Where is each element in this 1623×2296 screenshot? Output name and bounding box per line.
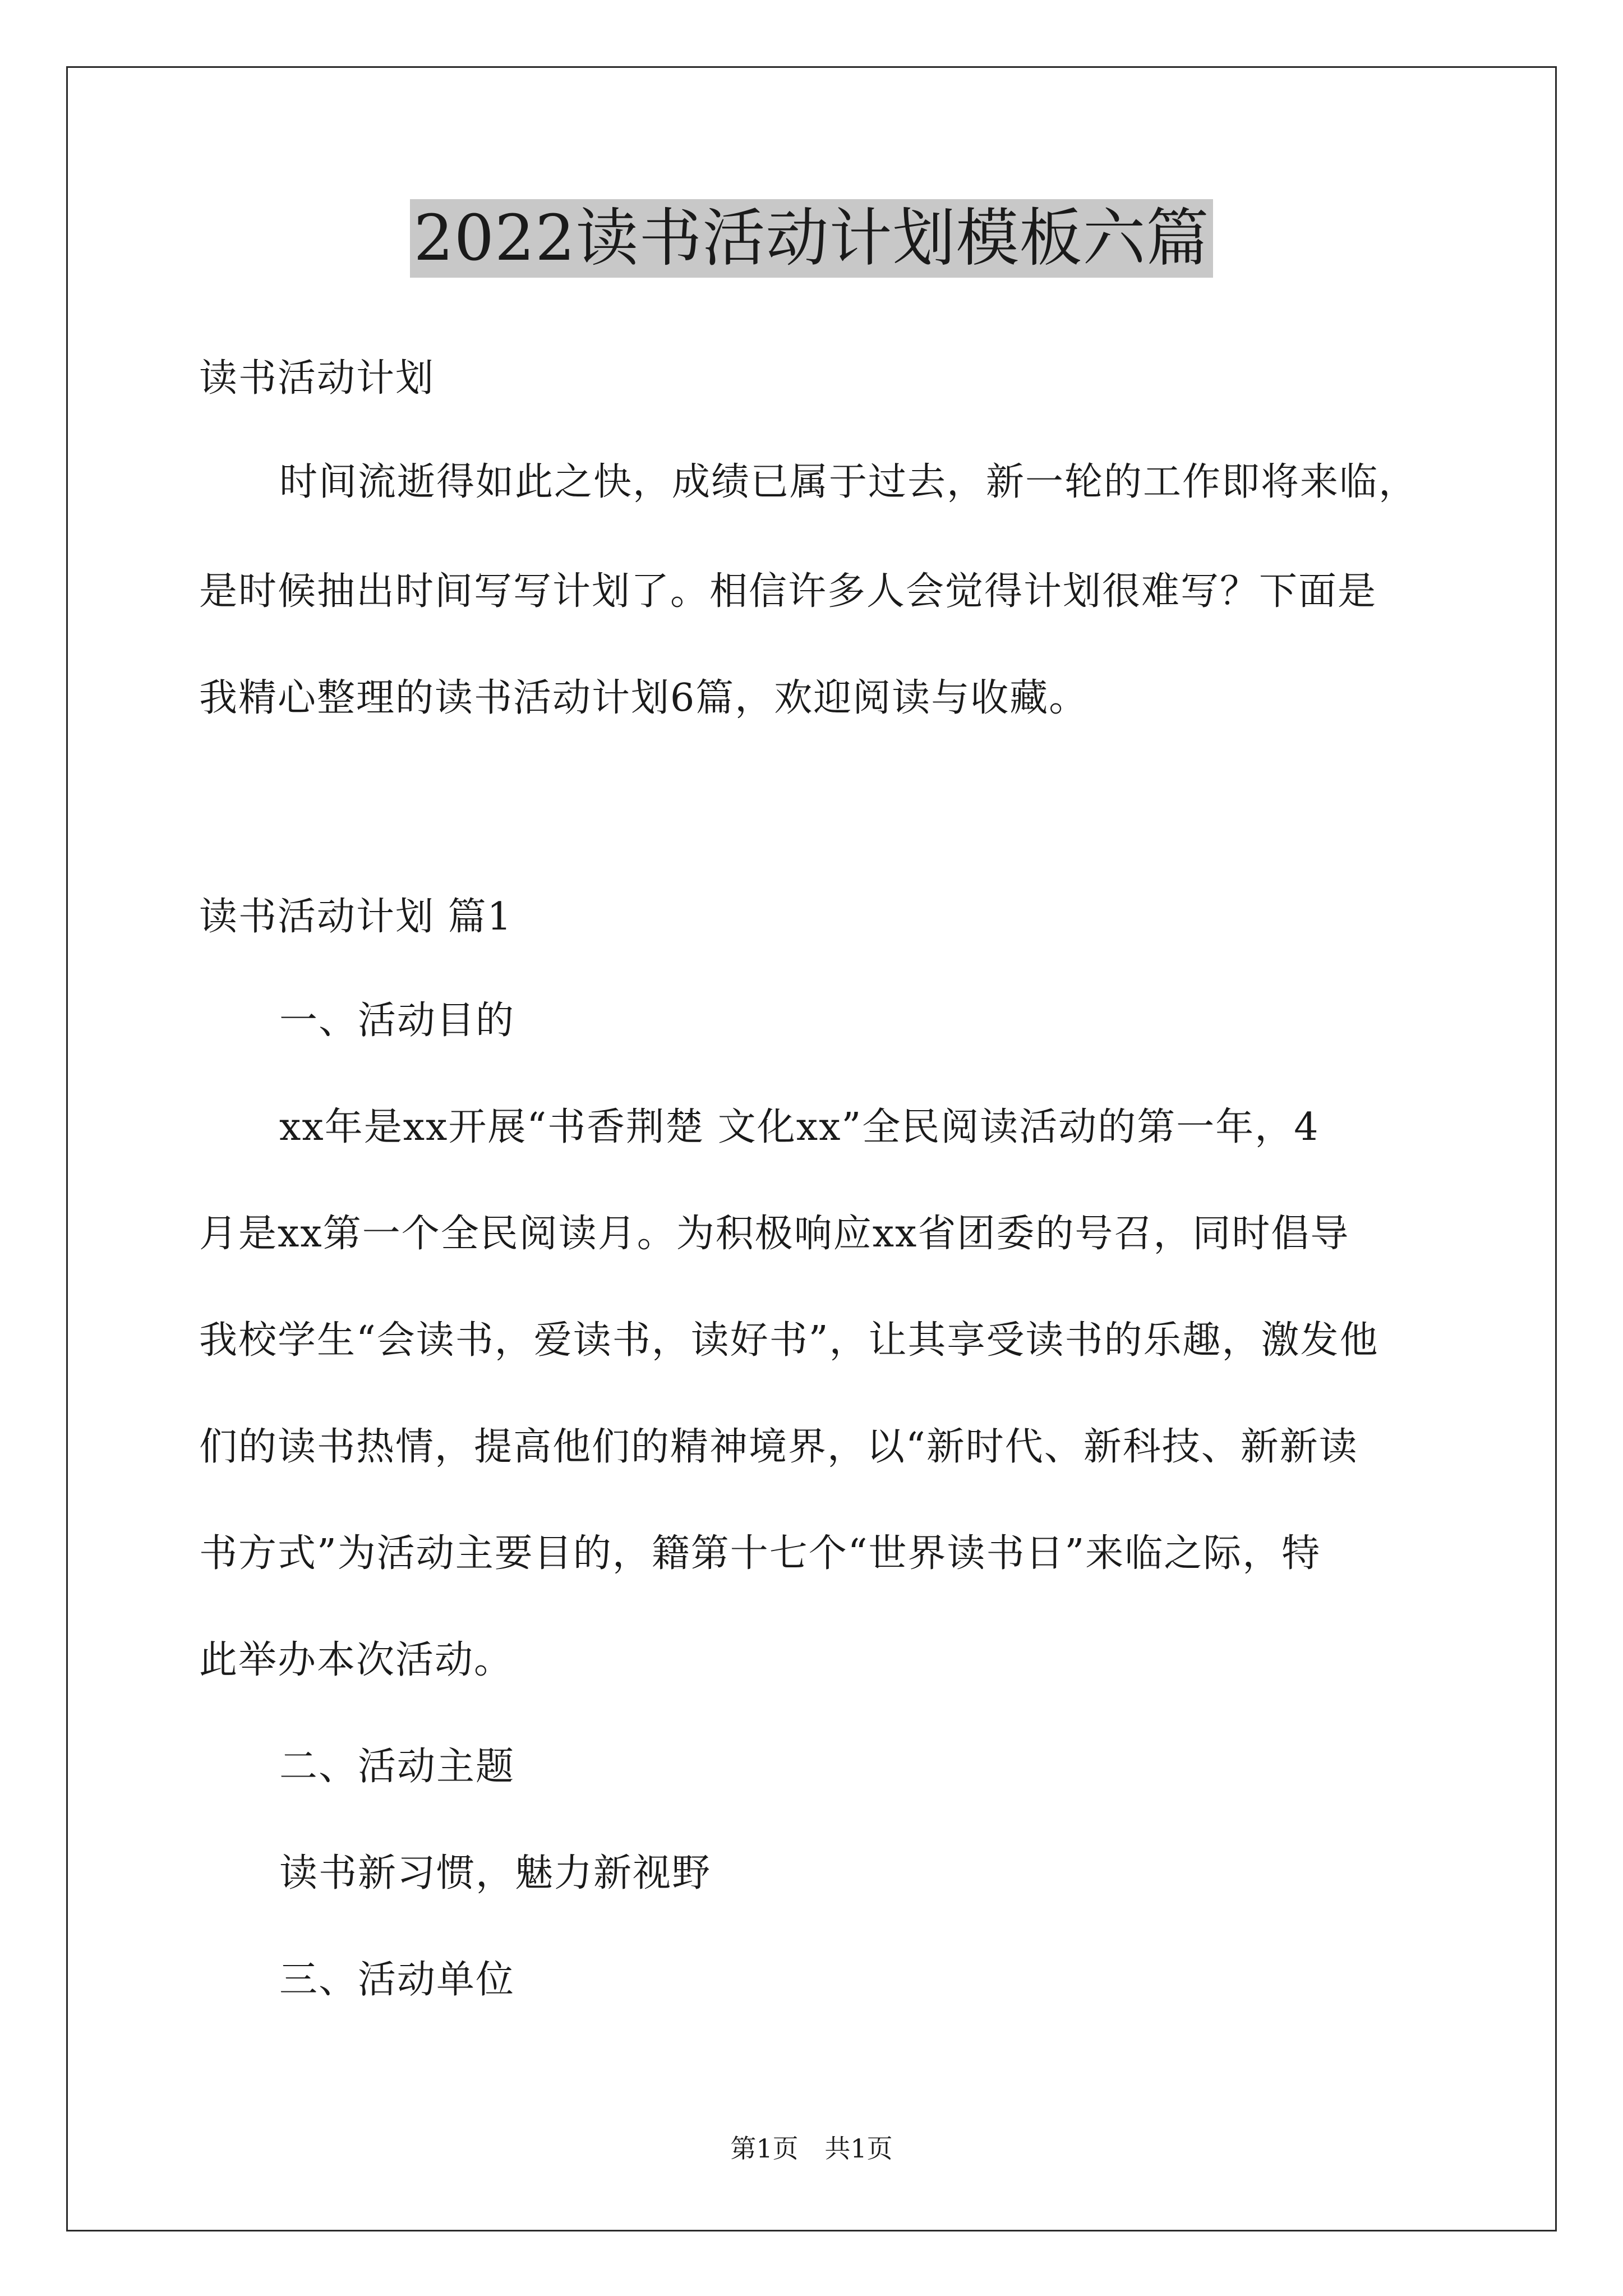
paragraph-line: 我精心整理的读书活动计划6篇，欢迎阅读与收藏。 (199, 676, 1089, 720)
page-number: 第1页 (730, 2133, 799, 2164)
paragraph-line: 书方式”为活动主要目的，籍第十七个“世界读书日”来临之际，特 (199, 1531, 1321, 1576)
subheading: 三、活动单位 (279, 1958, 515, 2002)
paragraph-line: 此举办本次活动。 (199, 1638, 514, 1682)
subheading: 二、活动主题 (279, 1745, 515, 1789)
section-heading: 读书活动计划 篇1 (199, 895, 513, 939)
paragraph-line: 时间流逝得如此之快，成绩已属于过去，新一轮的工作即将来临， (279, 460, 1418, 504)
title-container (0, 199, 1623, 278)
section-heading: 读书活动计划 (199, 356, 435, 401)
paragraph-line: 读书新习惯，魅力新视野 (279, 1851, 712, 1895)
page-total: 共1页 (824, 2133, 893, 2164)
document-title: 2022读书活动计划模板六篇 (410, 199, 1212, 278)
paragraph-line: 月是xx第一个全民阅读月。为积极响应xx省团委的号召，同时倡导 (199, 1212, 1350, 1256)
paragraph-line: 是时候抽出时间写写计划了。相信许多人会觉得计划很难写？下面是 (199, 569, 1377, 614)
subheading: 一、活动目的 (279, 999, 515, 1043)
page-footer (0, 2132, 1623, 2165)
paragraph-line: xx年是xx开展“书香荆楚 文化xx”全民阅读活动的第一年，4 (279, 1105, 1320, 1149)
paragraph-line: 们的读书热情，提高他们的精神境界，以“新时代、新科技、新新读 (199, 1425, 1358, 1469)
paragraph-line: 我校学生“会读书，爱读书，读好书”，让其享受读书的乐趣，激发他 (199, 1318, 1379, 1363)
